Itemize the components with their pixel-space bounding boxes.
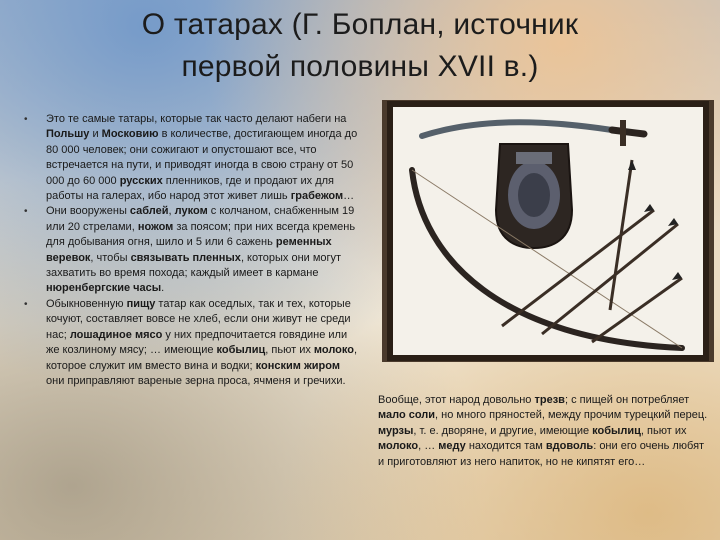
bold-term: нюренбергские часы (46, 282, 162, 295)
text-run: : они его очень любят и приготовляют из него напиток, но не кипятят его… (378, 440, 705, 468)
bullet-text (46, 298, 357, 387)
bullet-dot-icon: • (24, 114, 28, 125)
text-run: и (89, 128, 102, 141)
bullet-dot-icon: • (24, 206, 28, 218)
bold-term: пищу (126, 297, 156, 310)
bold-term: Московию (101, 128, 159, 141)
text-run: они приправляют вареные зерна проса, ячменя и гречихи. (46, 374, 346, 387)
right-text-block (378, 393, 708, 470)
text-run: в количестве, достигающем иногда до 80 000 человек; они сожигают и опустошают все, что встречается на пути, и приводят иногда в свою страну от 50 000 до 60 000 (46, 128, 358, 187)
bold-term: луком (174, 205, 208, 218)
bold-term: ножом (137, 220, 174, 233)
text-run: находится там (465, 440, 546, 453)
bold-term: связывать пленных (130, 251, 241, 264)
bold-term: мало соли (378, 409, 436, 422)
bold-term: саблей (129, 205, 169, 218)
text-run: , но много пряностей, между прочим турецкий перец. (435, 409, 708, 422)
text-run: , т. е. дворяне, и другие, имеющие (413, 424, 593, 437)
bold-term: кобылиц (216, 344, 266, 357)
bold-term: кобылиц (592, 424, 641, 437)
text-run: , чтобы (90, 251, 131, 264)
bold-term: молоко (313, 344, 354, 357)
bold-term: трезв (534, 394, 565, 406)
text-run: Обыкновенную (46, 297, 127, 310)
text-run: за поясом; при них всегда кремень для добывания огня, шило и 5 или 6 сажень (46, 220, 356, 249)
text-run: , пьют их (265, 344, 314, 357)
text-run: , (168, 205, 175, 218)
bold-term: молоко (378, 440, 419, 453)
bullet-text (46, 205, 355, 294)
bullet-item (24, 112, 358, 204)
bold-term: грабежом (290, 190, 344, 203)
bold-term: ременных веревок (46, 236, 332, 264)
text-run: Это те самые татары, которые так часто делают набеги на (46, 113, 347, 125)
text-run: , которых они могут захватить во время похода; каждый имеет в кармане (46, 251, 342, 280)
bullet-dot-icon: • (24, 298, 28, 310)
text-run: с колчаном, снабженным 19 или 20 стрелами, (46, 205, 355, 233)
bold-term: русских (119, 174, 163, 187)
title-line-2: первой половины XVII в.) (181, 50, 539, 83)
bold-term: конским жиром (255, 359, 340, 372)
bold-term: мурзы (378, 424, 414, 437)
bullet-list (24, 112, 358, 389)
text-run: Вообще, этот народ довольно (378, 394, 535, 406)
text-run: , … (418, 440, 439, 453)
text-run: татар как оседлых, так и тех, которые кочуют, составляет вовсе не хлеб, если они живут не среди нас; (46, 297, 351, 341)
bullet-item (24, 297, 358, 389)
weapons-illustration (382, 100, 714, 362)
text-run: у них предпочитается говядине или же козлиному мясу; … имеющие (46, 328, 348, 357)
bold-term: вдоволь (545, 440, 594, 453)
text-run: … (343, 190, 355, 203)
text-run: , пьют их (640, 424, 687, 437)
text-run: ; с пищей он потребляет (564, 394, 690, 406)
bold-term: лошадиное мясо (69, 328, 163, 341)
text-run: пленников, где и продают их для работы на галерах, ибо народ этот живет лишь (46, 174, 334, 203)
bullet-item (24, 204, 358, 296)
bold-term: Польшу (46, 128, 90, 141)
bullet-text (46, 113, 357, 202)
slide-title (60, 4, 660, 88)
title-line-1: О татарах (Г. Боплан, источник (141, 8, 579, 41)
right-text (378, 394, 707, 468)
museum-weapons-photo (382, 100, 714, 362)
text-run: . (161, 282, 165, 295)
text-run: , которое служит им вместо вина и водки; (46, 344, 358, 372)
bold-term: меду (438, 440, 466, 453)
text-run: Они вооружены (46, 205, 130, 218)
